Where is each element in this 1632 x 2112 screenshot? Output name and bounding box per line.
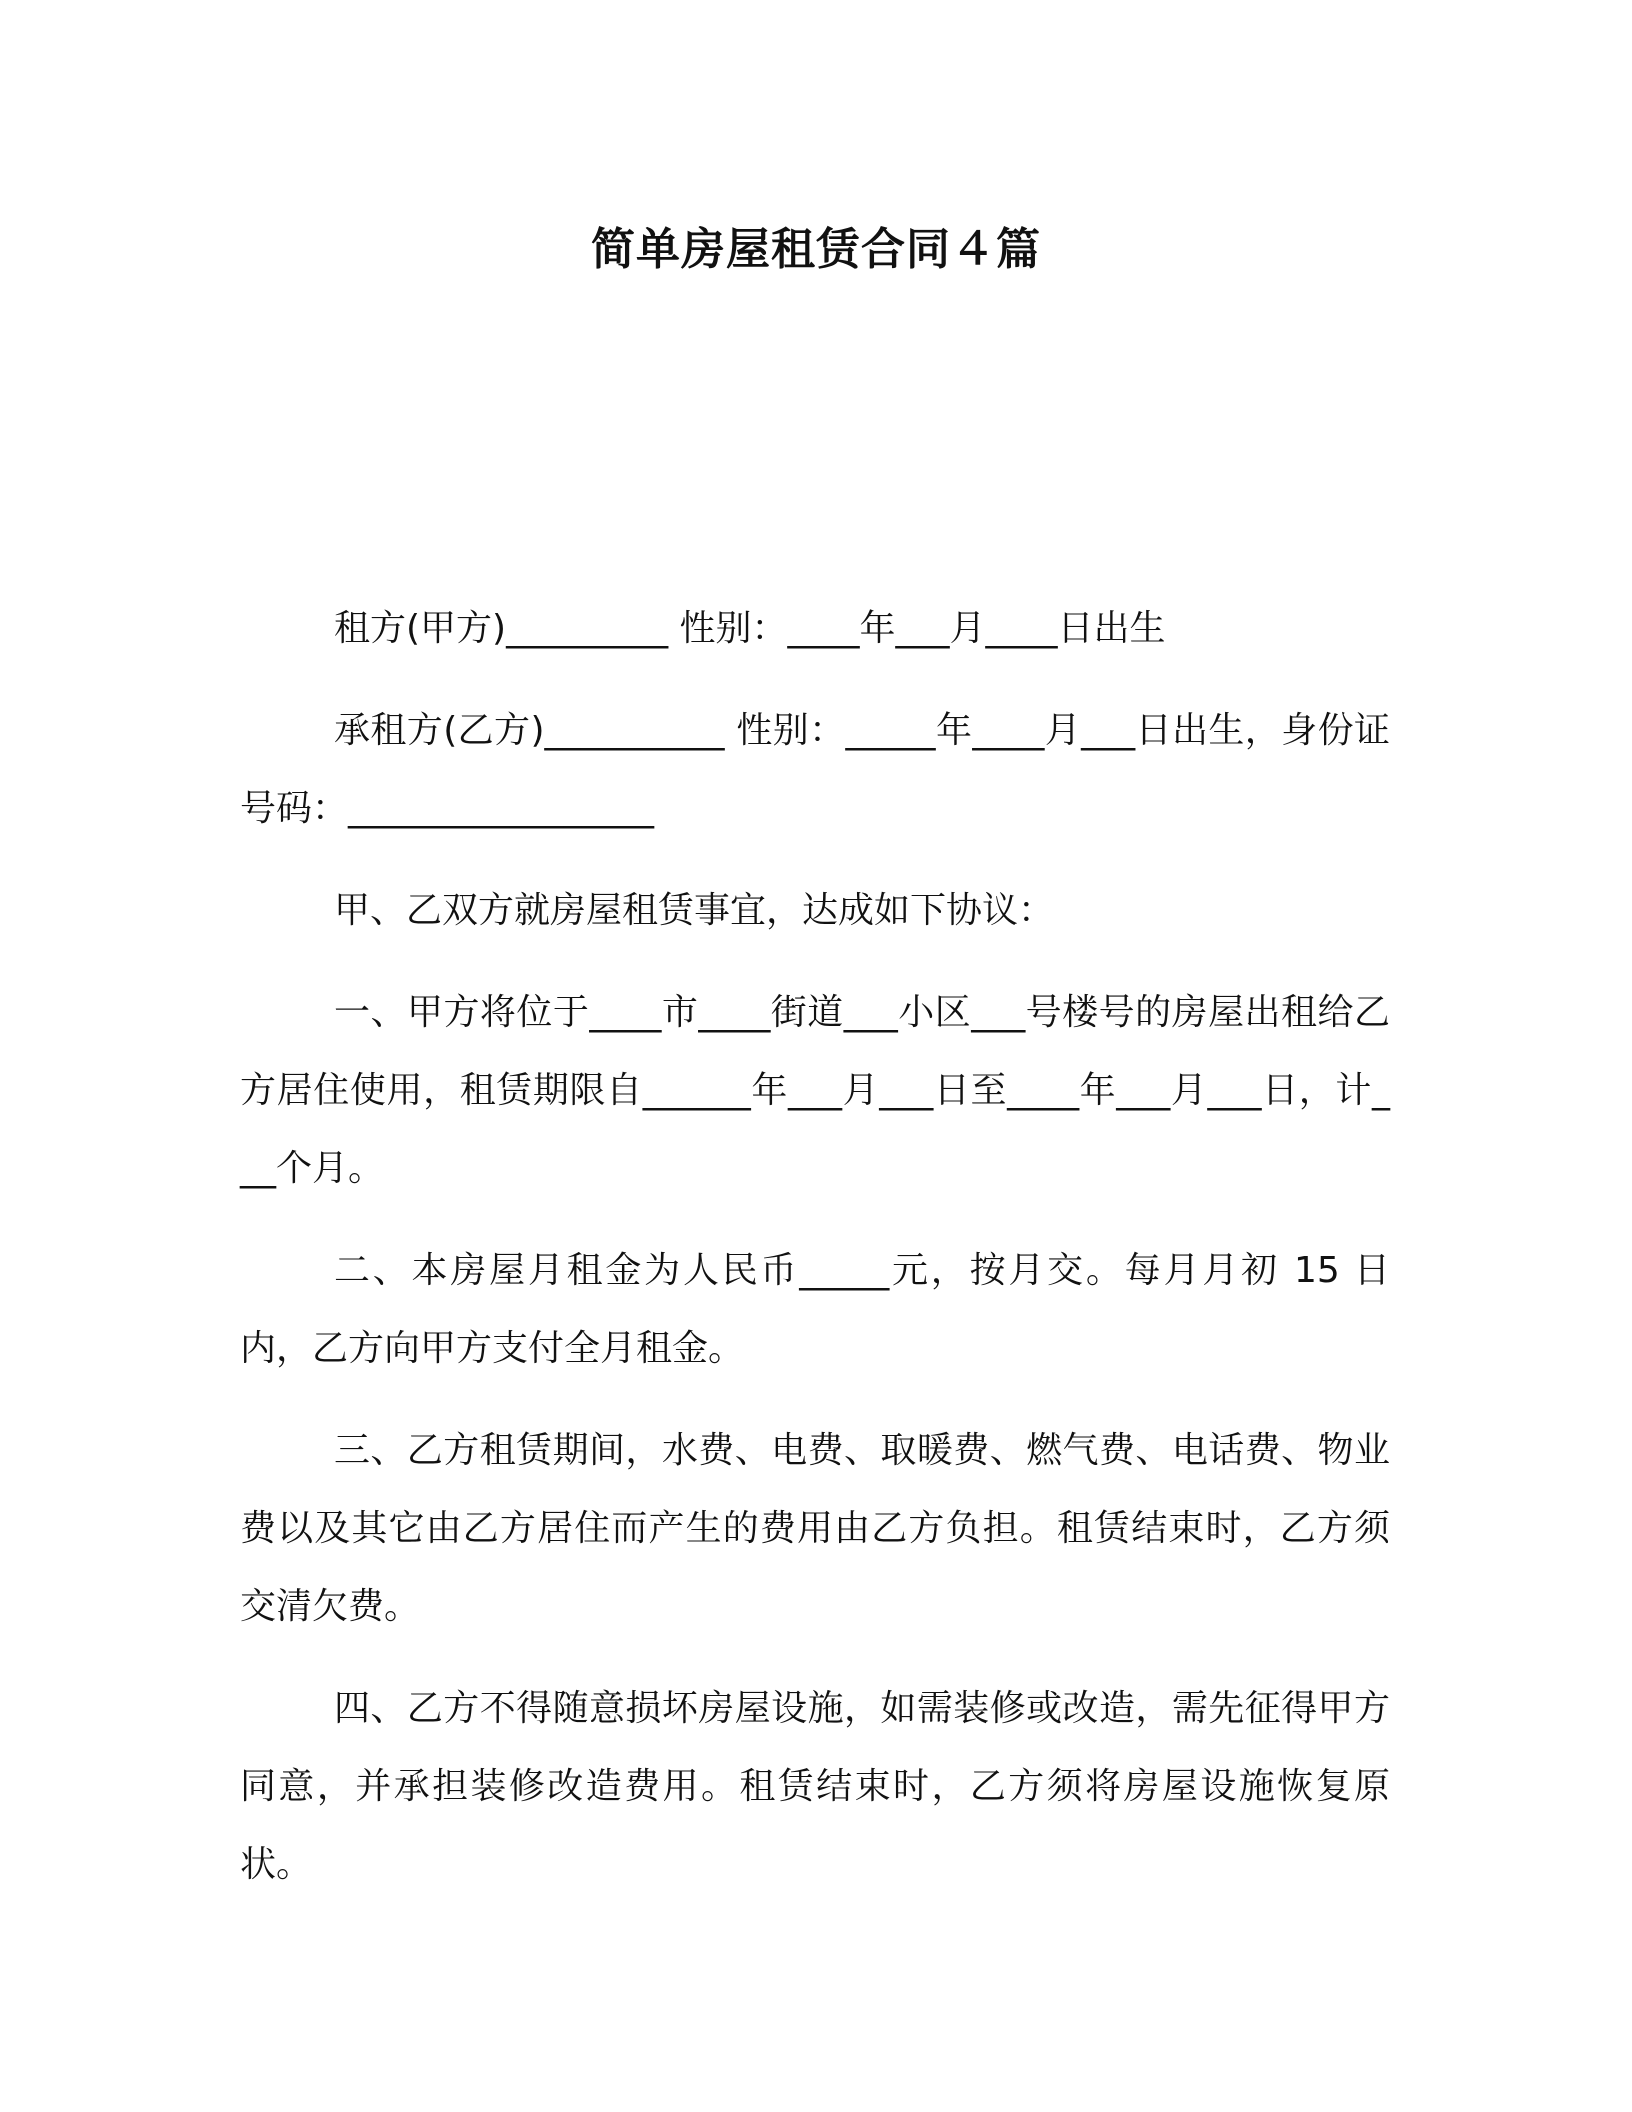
document-body — [240, 590, 1390, 1928]
paragraph-clause-1: 一、甲方将位于____市____街道___小区___号楼号的房屋出租给乙方居住使用，租赁期限自______年___月___日至____年___月___日，计___个月。 — [240, 992, 1390, 1189]
paragraph-agreement-intro: 甲、乙双方就房屋租赁事宜，达成如下协议： — [334, 890, 1055, 931]
paragraph-clause-3: 三、乙方租赁期间，水费、电费、取暖费、燃气费、电话费、物业费以及其它由乙方居住而产生的费用由乙方负担。租赁结束时，乙方须交清欠费。 — [240, 1430, 1390, 1627]
paragraph-lessor: 租方(甲方)_________ 性别：____年___月____日出生 — [334, 608, 1166, 649]
paragraph-clause-2: 二、本房屋月租金为人民币_____元，按月交。每月月初 15 日内，乙方向甲方支付全月租金。 — [240, 1250, 1390, 1369]
paragraph-lessee: 承租方(乙方)__________ 性别：_____年____月___日出生，身份证号码：_________________ — [240, 710, 1390, 829]
document-title: 简单房屋租赁合同４篇 — [591, 224, 1041, 275]
paragraph-clause-4: 四、乙方不得随意损坏房屋设施，如需装修或改造，需先征得甲方同意，并承担装修改造费用。租赁结束时，乙方须将房屋设施恢复原状。 — [240, 1688, 1390, 1885]
